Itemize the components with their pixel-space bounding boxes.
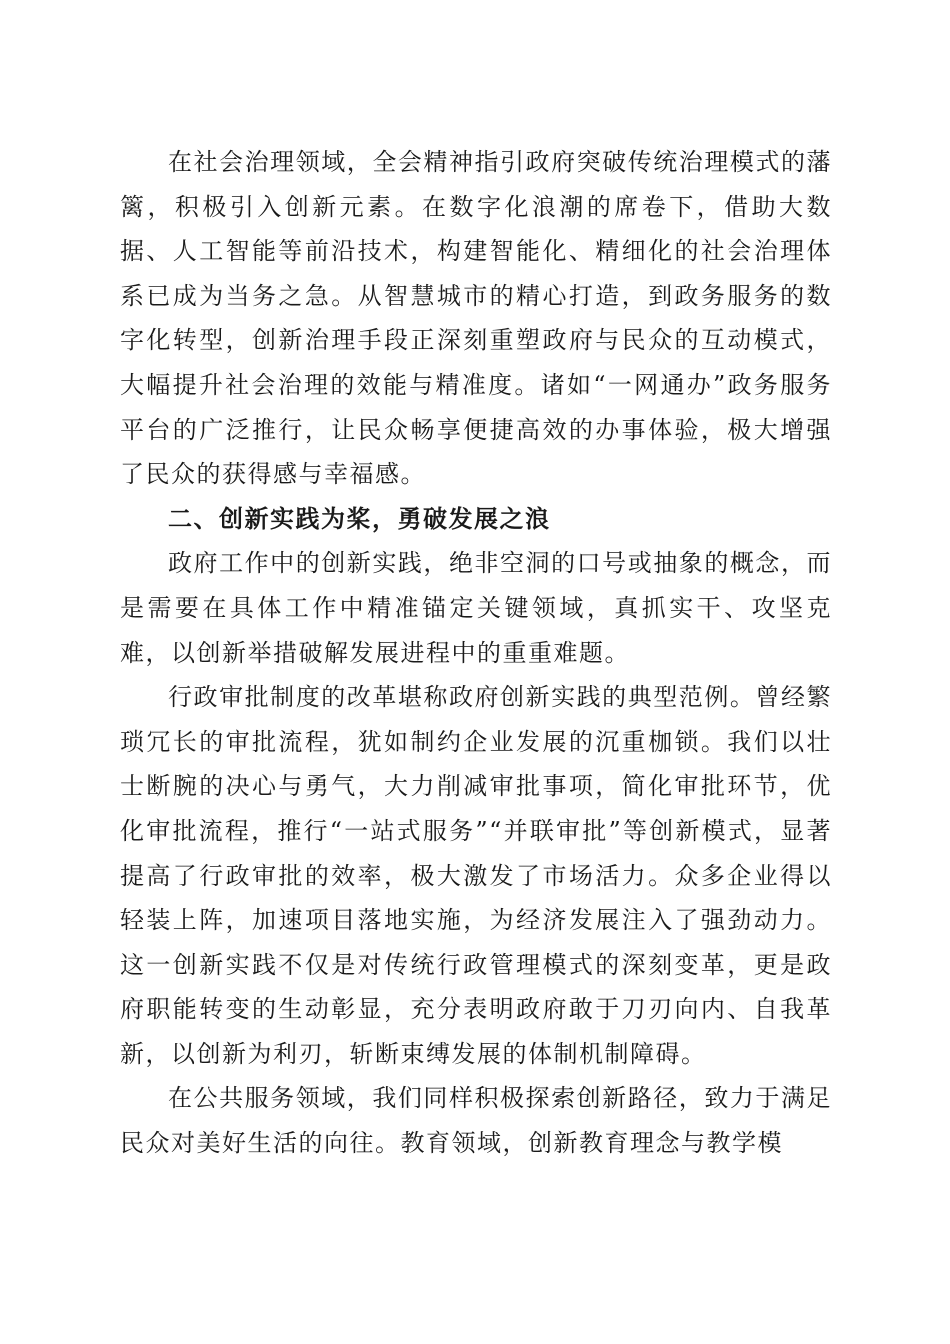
- paragraph-social-governance: 在社会治理领域，全会精神指引政府突破传统治理模式的藩篱，积极引入创新元素。在数字化浪潮的席卷下，借助大数据、人工智能等前沿技术，构建智能化、精细化的社会治理体系已成为当务之急。从智慧城市的精心打造，到政务服务的数字化转型，创新治理手段正深刻重塑政府与民众的互动模式，大幅提升社会治理的效能与精准度。诸如“一网通办”政务服务平台的广泛推行，让民众畅享便捷高效的办事体验，极大增强了民众的获得感与幸福感。: [120, 148, 832, 489]
- paragraph-administrative-approval: 行政审批制度的改革堪称政府创新实践的典型范例。曾经繁琐冗长的审批流程，犹如制约企业发展的沉重枷锁。我们以壮士断腕的决心与勇气，大力削减审批事项，简化审批环节，优化审批流程，推行“一站式服务”“并联审批”等创新模式，显著提高了行政审批的效率，极大激发了市场活力。众多企业得以轻装上阵，加速项目落地实施，为经济发展注入了强劲动力。这一创新实践不仅是对传统行政管理模式的深刻变革，更是政府职能转变的生动彰显，充分表明政府敢于刀刃向内、自我革新，以创新为利刃，斩断束缚发展的体制机制障碍。: [120, 683, 832, 1068]
- document-body: [120, 140, 832, 1166]
- paragraph-innovation-practice: 政府工作中的创新实践，绝非空洞的口号或抽象的概念，而是需要在具体工作中精准锚定关键领域，真抓实干、攻坚克难，以创新举措破解发展进程中的重重难题。: [120, 549, 832, 667]
- paragraph-public-service: 在公共服务领域，我们同样积极探索创新路径，致力于满足民众对美好生活的向往。教育领域，创新教育理念与教学模: [120, 1084, 832, 1158]
- section-heading: 二、创新实践为桨，勇破发展之浪: [168, 504, 551, 533]
